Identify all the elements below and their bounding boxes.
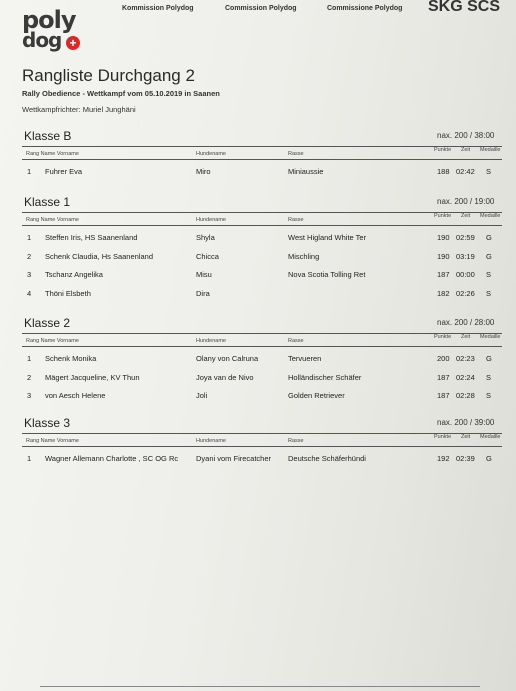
time-cell: 00:00 [456, 270, 475, 279]
rank-cell: 1 [27, 233, 32, 242]
logo-text-poly: poly [22, 6, 76, 34]
commission-de: Kommission Polydog [122, 5, 194, 12]
points-cell: 190 [437, 251, 450, 261]
time-cell: 02:59 [456, 233, 475, 242]
header-punkte: Punkte [434, 334, 452, 340]
time-cell: 02:39 [456, 454, 475, 463]
medal-cell: G [486, 233, 492, 242]
breed-cell: Mischling [288, 251, 320, 261]
class-title-rule [22, 433, 502, 434]
name-cell: Tschanz Angelika [45, 270, 103, 279]
class-max-info: nax. 200 / 28:00 [437, 318, 495, 327]
dog-name-cell: Chicca [196, 251, 219, 261]
header-hundename: Hundename [196, 438, 226, 444]
class-title: Klasse B [24, 129, 72, 143]
breed-cell: West Higland White Ter [288, 233, 367, 242]
rank-cell: 1 [27, 167, 32, 176]
header-hundename: Hundename [196, 338, 226, 344]
header-zeit: Zeit [461, 213, 471, 219]
class-title-rule [22, 212, 502, 213]
event-subtitle: Rally Obedience - Wettkampf vom 05.10.2019 in Saanen [22, 89, 220, 98]
dog-name-cell: Miro [196, 167, 211, 176]
time-cell: 02:23 [456, 354, 475, 363]
header-rasse: Rasse [288, 151, 304, 157]
dog-name-cell: Joya van de Nivo [196, 372, 254, 382]
header-punkte: Punkte [434, 213, 452, 219]
rank-cell: 2 [27, 372, 32, 382]
time-cell: 02:26 [456, 288, 475, 298]
class-title-rule [22, 146, 502, 147]
breed-cell: Deutsche Schäferhündi [288, 454, 366, 463]
skg-scs-logo: SKG SCS [427, 0, 500, 15]
name-cell: Mägert Jacqueline, KV Thun [45, 372, 140, 382]
name-cell: Thöni Elsbeth [45, 288, 91, 298]
dog-name-cell: Misu [196, 270, 212, 279]
medal-cell: G [486, 354, 492, 363]
header-zeit: Zeit [461, 147, 471, 153]
header-rasse: Rasse [288, 217, 304, 223]
points-cell: 200 [437, 354, 450, 363]
header-punkte: Punkte [434, 434, 452, 440]
header-rule [22, 346, 502, 347]
header-rule [22, 159, 502, 160]
header-rang-name: Rang Name Vorname [26, 338, 79, 344]
points-cell: 182 [437, 288, 450, 298]
points-cell: 190 [437, 233, 450, 242]
medal-cell: G [486, 454, 492, 463]
header-rang-name: Rang Name Vorname [26, 438, 79, 444]
header-medaille: Medaille [480, 213, 501, 219]
dog-name-cell: Dira [196, 288, 210, 298]
rank-cell: 1 [27, 454, 32, 463]
header-rang-name: Rang Name Vorname [26, 151, 79, 157]
name-cell: Fuhrer Eva [45, 167, 83, 176]
rank-cell: 3 [27, 270, 32, 279]
medal-cell: S [486, 270, 492, 279]
name-cell: von Aesch Helene [45, 391, 106, 400]
medal-cell: G [486, 251, 492, 261]
dog-name-cell: Dyani vom Firecatcher [196, 454, 272, 463]
breed-cell: Miniaussie [288, 167, 324, 176]
medal-cell: S [486, 372, 492, 382]
medal-cell: S [486, 391, 492, 400]
header-zeit: Zeit [461, 434, 471, 440]
page-title: Rangliste Durchgang 2 [22, 66, 195, 85]
class-max-info: nax. 200 / 39:00 [437, 418, 495, 427]
class-title-rule [22, 333, 502, 334]
class-title: Klasse 3 [24, 416, 71, 430]
name-cell: Schenk Monika [45, 354, 97, 363]
rank-cell: 4 [27, 288, 32, 298]
judge-line: Wettkampfrichter: Muriel Junghäni [22, 105, 136, 114]
breed-cell: Nova Scotia Tolling Ret [288, 270, 366, 279]
header-zeit: Zeit [461, 334, 471, 340]
header-hundename: Hundename [196, 217, 226, 223]
bottom-divider [40, 686, 480, 687]
time-cell: 03:19 [456, 251, 475, 261]
logo-text-dog: dog [22, 28, 62, 52]
name-cell: Steffen Iris, HS Saanenland [45, 233, 138, 242]
points-cell: 192 [437, 454, 450, 463]
class-max-info: nax. 200 / 38:00 [437, 131, 495, 140]
rank-cell: 1 [27, 354, 32, 363]
dog-name-cell: Joli [196, 391, 208, 400]
header-medaille: Medaille [480, 334, 501, 340]
header-hundename: Hundename [196, 151, 226, 157]
rank-cell: 2 [27, 251, 32, 261]
header-rang-name: Rang Name Vorname [26, 217, 79, 223]
header-rule [22, 446, 502, 447]
header-punkte: Punkte [434, 147, 452, 153]
name-cell: Schenk Claudia, Hs Saanenland [45, 251, 153, 261]
rank-cell: 3 [27, 391, 32, 400]
points-cell: 187 [437, 372, 450, 382]
class-max-info: nax. 200 / 19:00 [437, 197, 495, 206]
header-rasse: Rasse [288, 438, 304, 444]
header-medaille: Medaille [480, 434, 501, 440]
dog-name-cell: Shyla [196, 233, 215, 242]
breed-cell: Golden Retriever [288, 391, 345, 400]
polydog-logo [22, 6, 92, 52]
medal-cell: S [486, 288, 492, 298]
name-cell: Wagner Allemann Charlotte , SC OG Rc [45, 454, 179, 463]
points-cell: 187 [437, 270, 450, 279]
class-title: Klasse 2 [24, 316, 71, 330]
commission-it: Commissione Polydog [327, 5, 403, 12]
breed-cell: Holländischer Schäfer [288, 372, 362, 382]
header-rasse: Rasse [288, 338, 304, 344]
breed-cell: Tervueren [288, 354, 322, 363]
medal-cell: S [486, 167, 492, 176]
commission-fr: Commission Polydog [225, 5, 297, 12]
points-cell: 187 [437, 391, 450, 400]
header-rule [22, 225, 502, 226]
class-title: Klasse 1 [24, 195, 71, 209]
points-cell: 188 [437, 167, 450, 176]
dog-name-cell: Olany von Calruna [196, 354, 259, 363]
time-cell: 02:28 [456, 391, 475, 400]
time-cell: 02:42 [456, 167, 475, 176]
time-cell: 02:24 [456, 372, 475, 382]
swiss-cross-icon: + [66, 36, 80, 50]
header-medaille: Medaille [480, 147, 501, 153]
